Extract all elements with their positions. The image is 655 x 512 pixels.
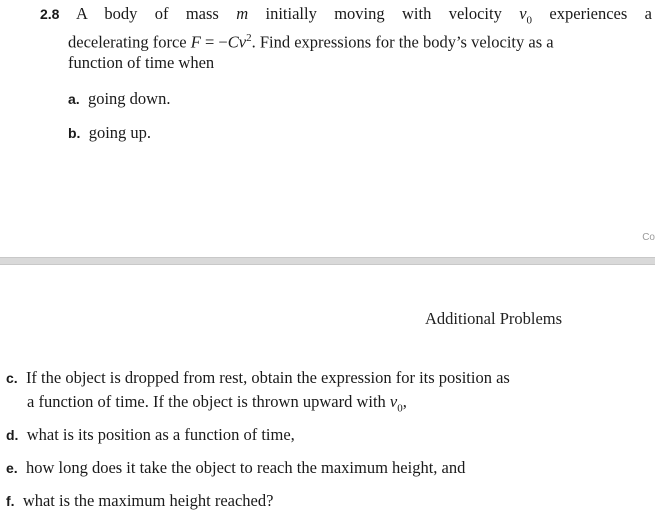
corner-text: Co <box>642 232 655 243</box>
part-c-line-1: c. If the object is dropped from rest, obtain the expression for its position as <box>6 368 510 387</box>
part-f: f. what is the maximum height reached? <box>6 491 274 510</box>
part-e: e. how long does it take the object to reach the maximum height, and <box>6 458 466 477</box>
problem-line-1: 2.8 A body of mass m initially moving with velocity $v_0$ experiences a <box>40 4 652 27</box>
part-c-line-2: a function of time. If the object is thrown upward with $v_0$, <box>27 392 407 415</box>
problem-number: 2.8 <box>40 6 60 22</box>
part-b: b. going up. <box>68 123 152 142</box>
force-variable: F <box>190 32 201 52</box>
page-divider <box>0 257 655 265</box>
velocity-variable: $v_0$ <box>519 4 533 27</box>
mass-variable: m <box>236 4 249 23</box>
running-header: Additional Problems <box>425 309 563 328</box>
problem-line-3: function of time when <box>68 53 215 72</box>
part-d: d. what is its position as a function of time, <box>6 425 295 444</box>
part-a: a. going down. <box>68 89 171 108</box>
force-expression: Cv <box>227 32 247 52</box>
problem-line-2: decelerating force $F = -Cv^2$. Find expressions for the body’s velocity as a <box>68 32 554 52</box>
velocity-variable: $v_0$ <box>389 392 403 415</box>
